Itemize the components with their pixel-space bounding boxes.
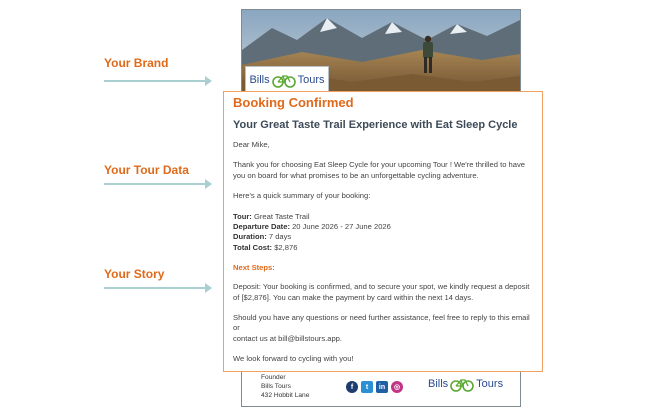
signature-block — [261, 373, 309, 400]
questions-line-2: contact us at bill@billstours.app. — [233, 333, 343, 343]
signature-company: Bills Tours — [261, 383, 291, 390]
brand-logo — [245, 66, 329, 94]
intro-paragraph: Thank you for choosing Eat Sleep Cycle for your upcoming Tour ! We're thrilled to have you on board for what promises to be an unforgettable cycling adventure. — [233, 160, 525, 180]
brand-name-right: Tours — [297, 74, 325, 86]
duration-line: Duration: 7 days — [233, 232, 292, 242]
instagram-icon[interactable]: ◎ — [391, 381, 403, 393]
footer-brand-left: Bills — [428, 378, 449, 390]
summary-intro: Here's a quick summary of your booking: — [233, 191, 371, 201]
next-steps-heading: Next Steps: — [233, 263, 275, 273]
social-links — [346, 381, 403, 393]
email-footer — [241, 372, 521, 407]
bicycle-icon — [272, 72, 296, 88]
facebook-icon[interactable]: f — [346, 381, 358, 393]
questions-line-1: Should you have any questions or need further assistance, feel free to reply to this email or — [233, 313, 530, 333]
cost-line: Total Cost: $2,876 — [233, 242, 298, 252]
bicycle-icon — [450, 376, 474, 392]
booking-confirmed-title: Booking Confirmed — [233, 95, 354, 110]
label-your-brand: Your Brand — [104, 56, 169, 70]
footer-brand-logo — [428, 376, 503, 392]
arrow-icon — [104, 183, 210, 185]
closing-line: We look forward to cycling with you! — [233, 354, 354, 364]
email-body-card — [223, 91, 543, 372]
deposit-paragraph: Deposit: Your booking is confirmed, and to secure your spot, we kindly request a deposit of [$2,876]. You can make the payment by card within the next 14 days. — [233, 282, 530, 302]
arrow-icon — [104, 80, 210, 82]
twitter-icon[interactable]: t — [361, 381, 373, 393]
label-your-story: Your Story — [104, 267, 165, 281]
greeting: Dear Mike, — [233, 140, 270, 149]
tour-line: Tour: Great Taste Trail — [233, 211, 310, 221]
brand-name-left: Bills — [249, 74, 270, 86]
signature-address: 432 Hobbit Lane — [261, 392, 310, 399]
signature-title: Founder — [261, 374, 286, 381]
departure-line: Departure Date: 20 June 2026 - 27 June 2026 — [233, 222, 391, 232]
label-your-tour-data: Your Tour Data — [104, 163, 189, 177]
tour-experience-title: Your Great Taste Trail Experience with Eat Sleep Cycle — [233, 119, 518, 131]
footer-brand-right: Tours — [476, 378, 504, 390]
arrow-icon — [104, 287, 210, 289]
linkedin-icon[interactable]: in — [376, 381, 388, 393]
